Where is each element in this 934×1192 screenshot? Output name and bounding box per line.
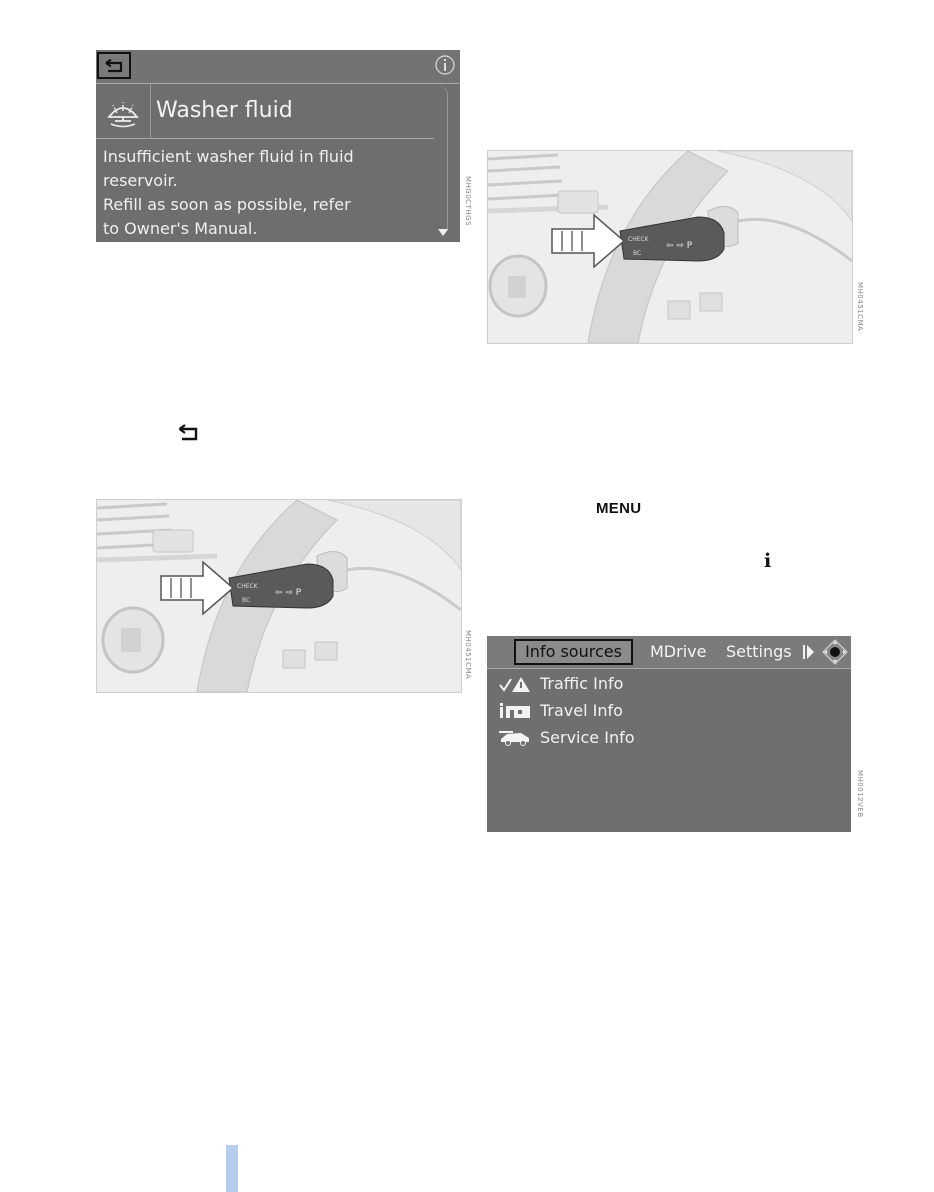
scroll-down-icon[interactable]: [438, 229, 448, 236]
svg-text:⇦ ⇨ P: ⇦ ⇨ P: [275, 588, 302, 598]
display-divider: [96, 138, 434, 139]
traffic-warning-icon: [499, 675, 531, 693]
message-line: reservoir.: [103, 171, 178, 190]
tab-mdrive[interactable]: MDrive: [650, 642, 707, 661]
svg-text:CHECK: CHECK: [237, 583, 258, 590]
scroll-track[interactable]: [439, 86, 448, 236]
info-icon[interactable]: [434, 54, 456, 76]
info-button-symbol: i: [764, 550, 772, 572]
back-arrow-icon: [178, 424, 200, 442]
svg-text:BC: BC: [633, 250, 642, 257]
washer-fluid-icon: [103, 91, 143, 131]
list-item-traffic-info[interactable]: [499, 672, 799, 696]
steering-column-photo-bottom: [96, 499, 462, 693]
list-item-label: Travel Info: [540, 701, 623, 720]
list-item-service-info[interactable]: [499, 726, 799, 750]
steering-column-illustration: [488, 151, 852, 343]
message-line: Insufficient washer fluid in fluid: [103, 147, 354, 166]
svg-text:BC: BC: [242, 597, 251, 604]
svg-text:CHECK: CHECK: [628, 236, 649, 243]
info-sources-display: [487, 636, 851, 832]
back-button[interactable]: [97, 52, 131, 79]
list-item-label: Traffic Info: [540, 674, 624, 693]
steering-column-illustration: [97, 500, 461, 692]
washer-icon-cell: [96, 84, 151, 138]
display-title: Washer fluid: [156, 98, 293, 123]
menu-button-symbol: MENU: [596, 500, 642, 517]
travel-info-icon: [499, 702, 531, 720]
menu-next-icon[interactable]: [803, 644, 815, 660]
controller-icon: [821, 638, 849, 666]
steering-column-photo-top: [487, 150, 853, 344]
page-marker: [226, 1145, 238, 1192]
display-top-bar: [96, 50, 460, 84]
image-code: MH0012VEB: [856, 770, 864, 818]
washer-fluid-display: [96, 50, 460, 242]
message-line: to Owner's Manual.: [103, 219, 258, 238]
tab-info-sources[interactable]: Info sources: [514, 639, 633, 665]
back-arrow-icon: [105, 59, 125, 73]
list-item-label: Service Info: [540, 728, 635, 747]
list-item-travel-info[interactable]: [499, 699, 799, 723]
image-code: MH0451CMA: [464, 630, 472, 680]
tab-settings[interactable]: Settings: [726, 642, 792, 661]
image-code: MH0451CMA: [856, 282, 864, 332]
display-message: [103, 145, 433, 241]
svg-text:⇦ ⇨ P: ⇦ ⇨ P: [666, 241, 693, 251]
display-menu-bar: [487, 636, 851, 669]
image-code: MHG0CTHGS: [464, 176, 472, 226]
message-line: Refill as soon as possible, refer: [103, 195, 351, 214]
service-car-icon: [499, 729, 531, 747]
